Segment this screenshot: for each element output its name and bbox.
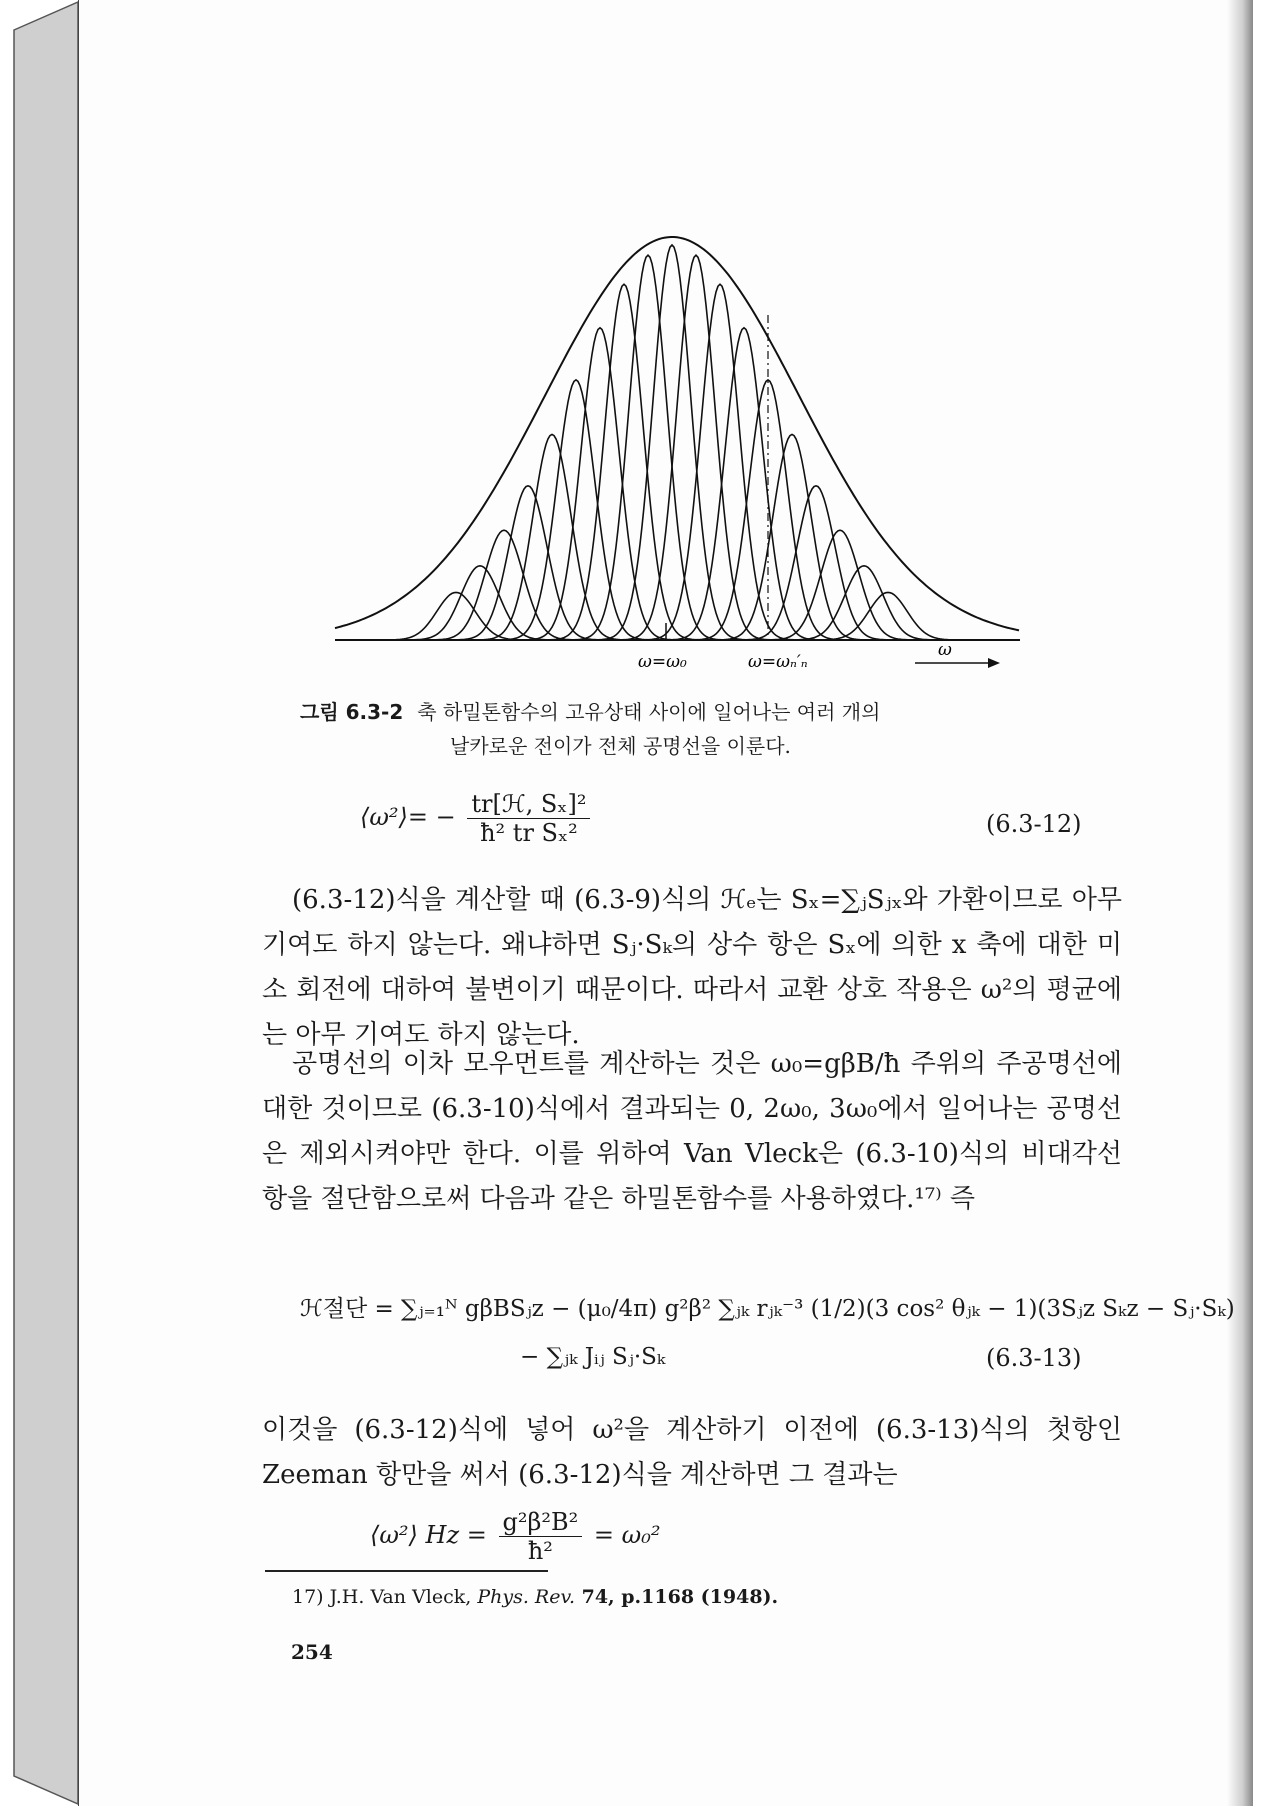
eq-final-denominator: ħ² [527,1537,553,1565]
eq-12-denominator: ħ² tr Sₓ² [480,819,578,847]
omega-arrow-head [988,658,1000,668]
page-edge-shadow [1227,0,1253,1806]
eq-final-lhs: ⟨ω²⟩ Hz = [370,1521,487,1549]
paragraph-3: 이것을 (6.3-12)식에 넣어 ω²을 계산하기 이전에 (6.3-13)식의 첫항인 Zeeman 항만을 써서 (6.3-12)식을 계산하면 그 결과는 [262,1415,1122,1490]
equation-number-6-3-12: (6.3-12) [986,810,1082,838]
axis-label-omegan: ω=ωₙ′ₙ [748,652,808,672]
transition-curve [500,380,652,640]
transition-curve [572,255,724,640]
equation-6-3-13-line-1: ℋ절단 = ∑ⱼ₌₁ᴺ gβBSⱼz − (μ₀/4π) g²β² ∑ⱼₖ rⱼₖ⁻³ (1/2)(3 cos² θⱼₖ − 1)(3Sⱼz Sₖz − Sⱼ·Sₖ) [300,1296,1235,1322]
caption-line-1: 축 하밀톤함수의 고유상태 사이에 일어나는 여러 개의 [417,700,881,724]
eq-final-rhs: = ω₀² [593,1521,661,1549]
paragraph-1: (6.3-12)식을 계산할 때 (6.3-9)식의 ℋₑ는 Sₓ=∑ⱼSⱼₓ와 가환이므로 아무 기여도 하지 않는다. 왜냐하면 Sⱼ·Sₖ의 상수 항은 Sₓ에 의한 x 축에 대한 미소 회전에 대하여 불변이기 때문이다. 따라서 교환 상호 작용은 ω²의 평균에는 아무 기여도 하지 않는다. [262,885,1122,1050]
transition-curve [428,530,580,640]
axis-label-omega0: ω=ω₀ [638,652,687,672]
equation-6-3-12 [360,790,594,847]
paragraph-2: 공명선의 이차 모우먼트를 계산하는 것은 ω₀=gβB/ħ 주위의 주공명선에 대한 것이므로 (6.3-10)식에서 결과되는 0, 2ω₀, 3ω₀에서 일어나는 공명선은 제외시켜야만 한다. 이를 위하여 Van Vleck은 (6.3-10)식의 비대각선 항을 절단함으로써 다음과 같은 하밀톤함수를 사용하였다.¹⁷⁾ 즉 [262,1049,1122,1214]
eq-final-numerator: g²β²B² [499,1508,583,1537]
caption-line-2: 날카로운 전이가 전체 공명선을 이룬다. [450,734,791,758]
footnote-journal: Phys. Rev. [477,1586,575,1608]
transition-curve [764,530,916,640]
equation-6-3-13-line-2: − ∑ⱼₖ Jᵢⱼ Sⱼ·Sₖ [520,1344,666,1370]
resonance-line-figure [320,215,1040,675]
transition-curve [740,486,892,640]
transition-curve [452,486,604,640]
eq-12-lhs: ⟨ω²⟩= − [360,803,456,831]
axis-label-omega: ω [938,640,952,660]
equation-zeeman-second-moment [370,1508,660,1565]
footnote-prefix: 17) J.H. Van Vleck, [292,1586,478,1608]
footnote-rule [265,1570,548,1572]
eq-12-numerator: tr[ℋ, Sₓ]² [467,790,590,819]
figure-caption [300,695,1100,763]
footnote-rest: 74, p.1168 (1948). [574,1586,779,1608]
sharp-transition-curves [335,237,1019,640]
envelope-curve [335,237,1019,630]
book-spine [0,0,80,1806]
page-number: 254 [291,1640,333,1664]
transition-curve [620,255,772,640]
equation-number-6-3-13: (6.3-13) [986,1344,1082,1372]
figure-label: 그림 6.3-2 [300,700,404,724]
footnote-17 [292,1586,778,1608]
